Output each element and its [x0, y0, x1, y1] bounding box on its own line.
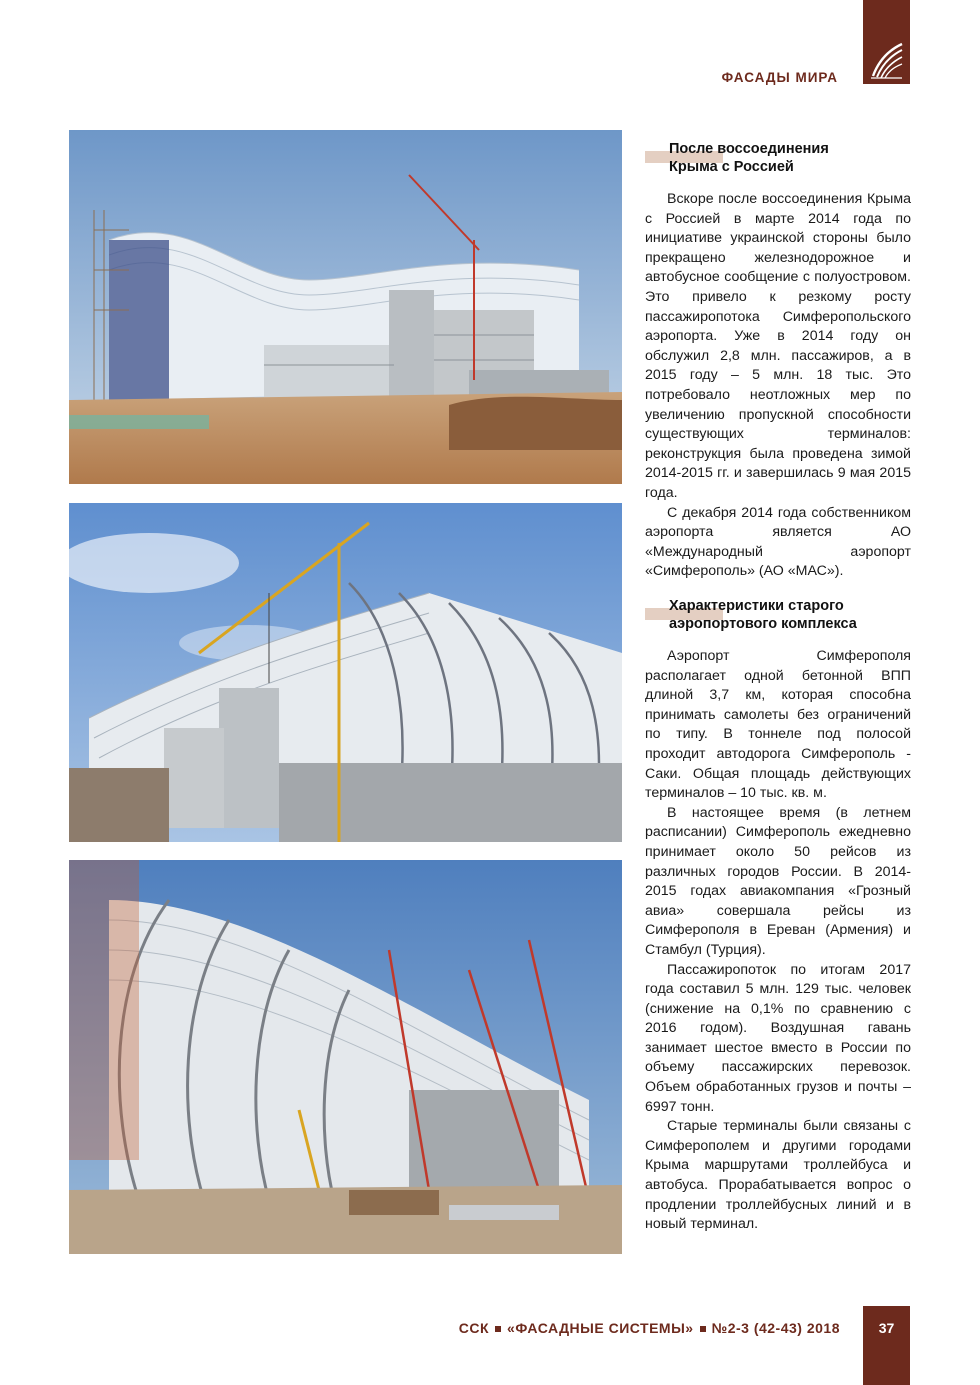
page-number: 37 — [878, 1320, 895, 1336]
section-label: ФАСАДЫ МИРА — [721, 70, 838, 85]
section-2-paragraph: Пассажиропоток по итогам 2017 года составил 5 млн. 129 тыс. человек (снижение на 0,1% по сравнению с 2016 годом). Воздушная гавань занимает шестое вместо в России по объему пассажирских перевозок. Объем обработанных грузов и почты – 6997 тонн. — [645, 961, 911, 1115]
article-section-1 — [645, 140, 911, 582]
brand-tab-top — [863, 0, 910, 84]
section-1-heading-line-1: После воссоединения — [669, 141, 829, 157]
section-2-paragraph: Старые терминалы были связаны с Симферополем и другими городами Крыма маршрутами троллейбуса и автобуса. Прорабатывается вопрос о продлении троллейбусных линий и в новый терминал. — [645, 1118, 911, 1233]
page-number-tab — [863, 1306, 910, 1385]
terminal-construction-photo-wide — [69, 130, 622, 484]
terminal-construction-photo-arches — [69, 860, 622, 1254]
section-1-paragraph: С декабря 2014 года собственником аэропорта является АО «Международный аэропорт «Симферополь» (АО «МАС»). — [645, 504, 911, 580]
section-1-paragraph: Вскоре после воссоединения Крыма с Россией в марте 2014 года по инициативе украинской стороны было прекращено железнодорожное и автобусное сообщение с полуостровом. Это привело к резкому росту пассажиропотока Симферопольского аэропорта. Уже в 2014 году он обслужил 2,8 млн. пассажиров, а в 2015 году – 5 млн. 18 тыс. Это потребовало неотложных мер по увеличению пропускной способности существующих терминалов: реконструкция была проведена зимой 2014-2015 гг. и завершилась 9 мая 2015 года. — [645, 191, 911, 501]
footer-line — [459, 1320, 840, 1336]
section-1-heading — [645, 140, 911, 176]
section-2-heading-line-1: Характеристики старого — [669, 598, 844, 614]
section-2-paragraph: В настоящее время (в летнем расписании) Симферополь ежедневно принимает около 50 рейсов из различных городов России. В 2014-2015 годах авиакомпания «Грозный авиа» совершала рейсы из Симферополя в Ереван (Армения) и Стамбул (Турция). — [645, 804, 911, 958]
footer-magazine: «ФАСАДНЫЕ СИСТЕМЫ» — [507, 1320, 694, 1336]
square-bullet-icon — [495, 1326, 501, 1332]
stylized-leaf-logo-icon — [869, 40, 905, 80]
terminal-construction-photo-crane — [69, 503, 622, 842]
square-bullet-icon — [700, 1326, 706, 1332]
footer-publisher: ССК — [458, 1320, 490, 1336]
section-2-heading — [645, 597, 911, 633]
section-2-heading-line-2: аэропортового комплекса — [669, 616, 857, 632]
footer-issue: №2-3 (42-43) 2018 — [711, 1320, 840, 1336]
article-section-2 — [645, 597, 911, 1235]
section-2-paragraph: Аэропорт Симферополя располагает одной бетонной ВПП длиной 3,7 км, которая способна принимать самолеты без ограничений по типу. В тоннеле под полосой проходит автодорога Симферополь - Саки. Общая площадь действующих терминалов – 10 тыс. кв. м. — [645, 648, 911, 802]
section-1-heading-line-2: Крыма с Россией — [669, 159, 794, 175]
